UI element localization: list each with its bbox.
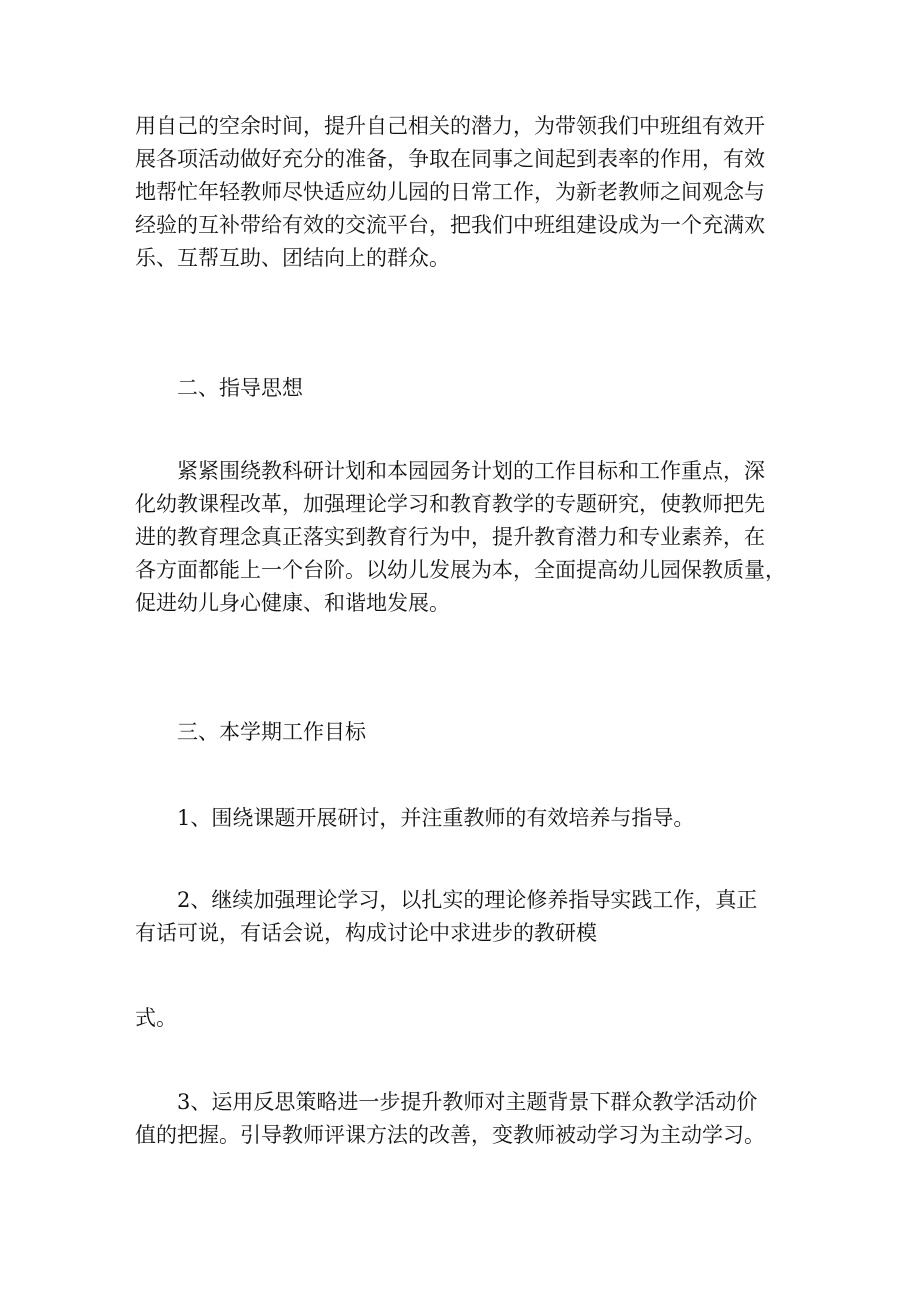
heading-guiding-thought: 二、指导思想 (177, 376, 303, 400)
guiding-paragraph (135, 455, 795, 620)
intro-line-2: 展各项活动做好充分的准备，争取在同事之间起到表率的作用，有效 (135, 147, 765, 171)
goal-3-line-2: 值的把握。引导教师评课方法的改善，变教师被动学习为主动学习。 (135, 1123, 765, 1147)
goal-3-paragraph (135, 1086, 795, 1152)
goal-2-continuation (135, 1000, 795, 1036)
section-heading-guiding-thought (135, 370, 795, 406)
goal-3-line-1: 3、运用反思策略进一步提升教师对主题背景下群众教学活动价 (177, 1090, 758, 1114)
goal-2-line-1: 2、继续加强理论学习，以扎实的理论修养指导实践工作，真正 (177, 888, 758, 912)
guiding-line-1: 紧紧围绕教科研计划和本园园务计划的工作目标和工作重点，深 (177, 459, 765, 483)
intro-paragraph (135, 110, 795, 275)
section-heading-goals (135, 714, 795, 750)
heading-semester-goals: 三、本学期工作目标 (177, 720, 366, 744)
guiding-line-4: 各方面都能上一个台阶。以幼儿发展为本，全面提高幼儿园保教质量， (135, 558, 786, 582)
intro-line-5: 乐、互帮互助、团结向上的群众。 (135, 246, 450, 270)
guiding-line-2: 化幼教课程改革，加强理论学习和教育教学的专题研究，使教师把先 (135, 492, 765, 516)
intro-line-1: 用自己的空余时间，提升自己相关的潜力，为带领我们中班组有效开 (135, 114, 765, 138)
guiding-line-5: 促进幼儿身心健康、和谐地发展。 (135, 591, 450, 615)
goal-1-line: 1、围绕课题开展研讨，并注重教师的有效培养与指导。 (177, 806, 695, 830)
intro-line-3: 地帮忙年轻教师尽快适应幼儿园的日常工作，为新老教师之间观念与 (135, 180, 765, 204)
guiding-line-3: 进的教育理念真正落实到教育行为中，提升教育潜力和专业素养，在 (135, 525, 765, 549)
goal-2-paragraph (135, 884, 795, 950)
intro-line-4: 经验的互补带给有效的交流平台，把我们中班组建设成为一个充满欢 (135, 213, 765, 237)
goal-2-line-2: 有话可说，有话会说，构成讨论中求进步的教研模 (135, 921, 597, 945)
goal-1-paragraph (135, 800, 795, 836)
goal-2-continuation-line: 式。 (135, 1006, 177, 1030)
